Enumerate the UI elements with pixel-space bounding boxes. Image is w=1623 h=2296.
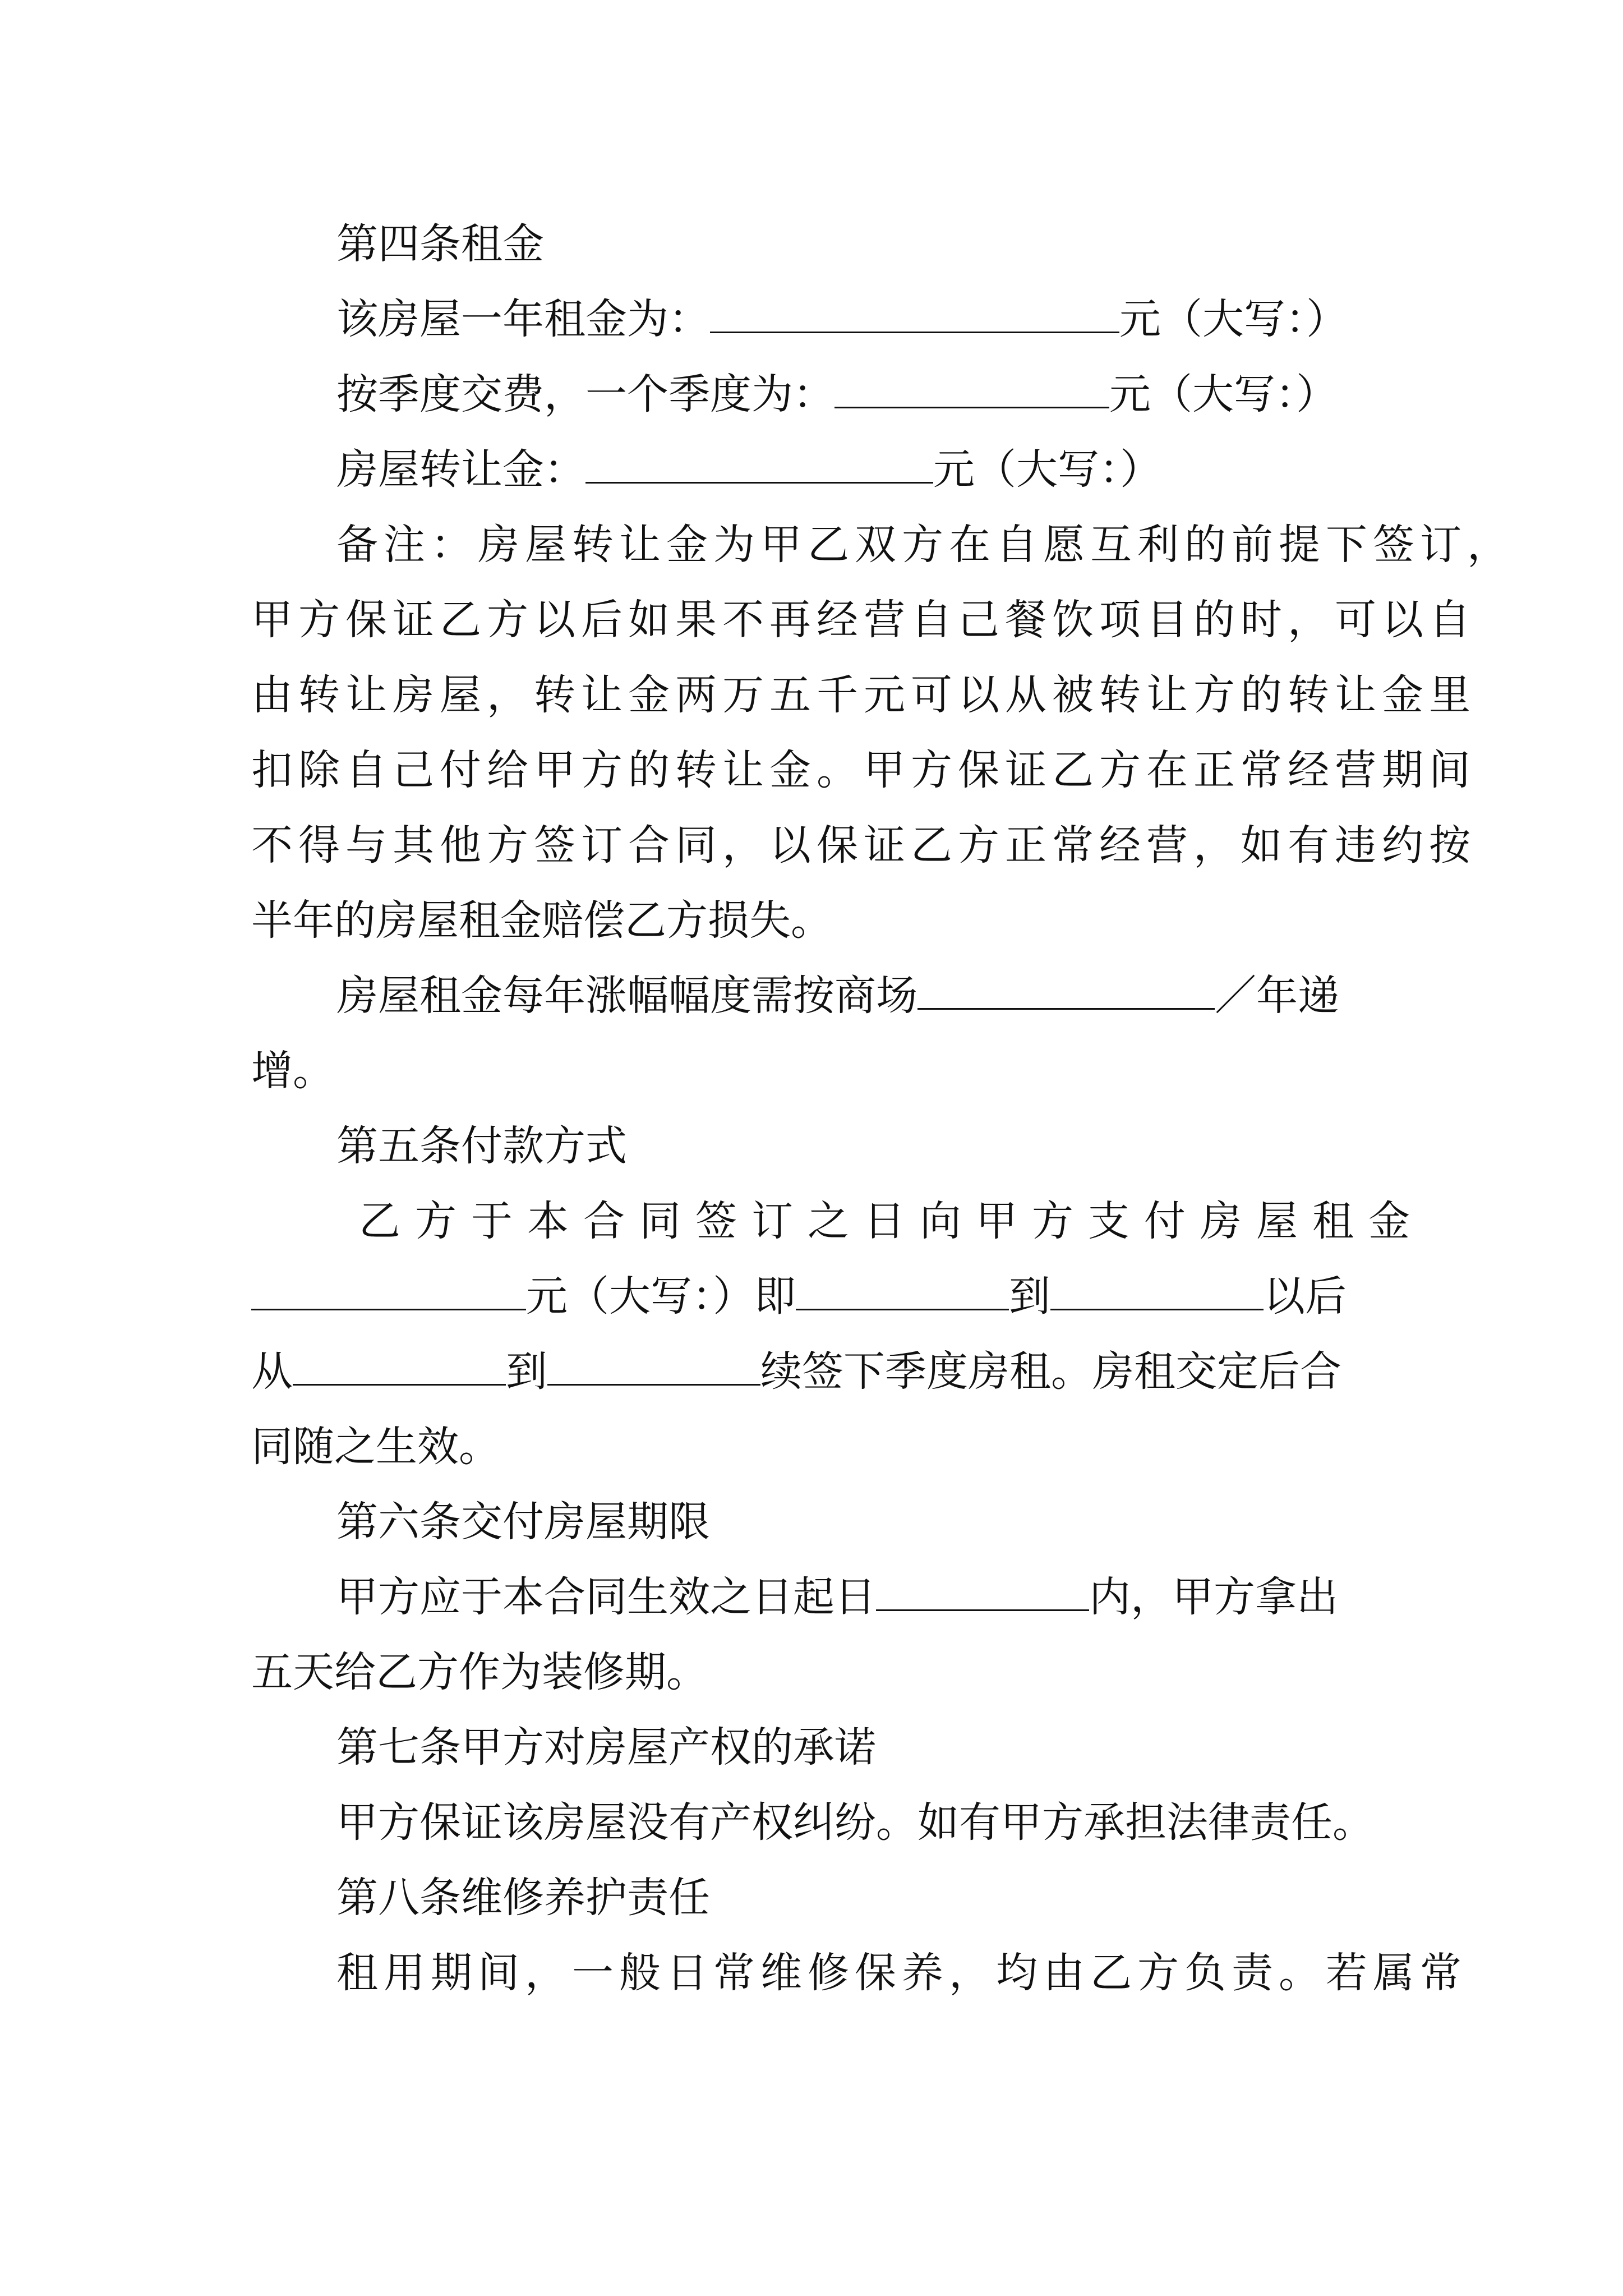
- article-4-heading: 第四条租金: [336, 220, 544, 268]
- payment-line: 同随之生效。: [251, 1423, 500, 1471]
- payment-start-date-blank[interactable]: [796, 1273, 1009, 1310]
- annual-rent-line: 该房屋一年租金为： 元（大写：）: [336, 295, 1348, 343]
- maintenance-line: 租用期间，一般日常维修保养，均由乙方负责。若属常: [336, 1949, 1467, 1997]
- article-8-heading: 第八条维修养护责任: [336, 1874, 710, 1922]
- delivery-days-blank[interactable]: [876, 1573, 1089, 1611]
- ownership-promise-line: 甲方保证该房屋没有产权纠纷。如有甲方承担法律责任。: [336, 1798, 1374, 1847]
- payment-amount-blank[interactable]: [251, 1273, 526, 1310]
- rent-increase-line: 房屋租金每年涨幅幅度需按商场 ／年递: [336, 972, 1339, 1020]
- payment-end-date-blank[interactable]: [1050, 1273, 1264, 1310]
- payment-line: 乙方于本合同签订之日向甲方支付房屋租金: [359, 1197, 1424, 1245]
- payment-line: 元（大写：）即 到 以后: [251, 1259, 1378, 1334]
- remark-paragraph-line: 不得与其他方签订合同，以保证乙方正常经营，如有违约按: [251, 821, 1476, 869]
- rent-increase-blank[interactable]: [917, 972, 1215, 1010]
- payment-line: 从 到 续签下季度房租。房租交定后合: [251, 1347, 1341, 1396]
- remark-paragraph-line: 半年的房屋租金赔偿乙方损失。: [251, 896, 832, 945]
- rent-increase-line-end: 增。: [251, 1047, 334, 1095]
- transfer-fee-blank[interactable]: [585, 446, 933, 484]
- remark-paragraph-line: 甲方保证乙方以后如果不再经营自己餐饮项目的时，可以自: [251, 596, 1476, 644]
- renewal-end-date-blank[interactable]: [547, 1348, 760, 1386]
- remark-paragraph-line: 由转让房屋，转让金两万五千元可以从被转让方的转让金里: [251, 671, 1476, 719]
- article-6-heading: 第六条交付房屋期限: [336, 1498, 710, 1546]
- remark-paragraph-line: 扣除自己付给甲方的转让金。甲方保证乙方在正常经营期间: [251, 746, 1476, 794]
- annual-rent-blank[interactable]: [710, 296, 1119, 333]
- quarterly-rent-blank[interactable]: [834, 371, 1109, 408]
- remark-paragraph-line: 备注：房屋转让金为甲乙双方在自愿互利的前提下签订，: [336, 521, 1514, 569]
- delivery-line: 甲方应于本合同生效之日起日 内，甲方拿出: [336, 1573, 1338, 1621]
- article-5-heading: 第五条付款方式: [336, 1122, 627, 1170]
- delivery-line: 五天给乙方作为装修期。: [251, 1648, 708, 1696]
- transfer-fee-line: 房屋转让金： 元（大写：）: [336, 445, 1161, 494]
- article-7-heading: 第七条甲方对房屋产权的承诺: [336, 1723, 876, 1772]
- quarterly-rent-line: 按季度交费，一个季度为： 元（大写：）: [336, 370, 1338, 418]
- renewal-start-date-blank[interactable]: [293, 1348, 506, 1386]
